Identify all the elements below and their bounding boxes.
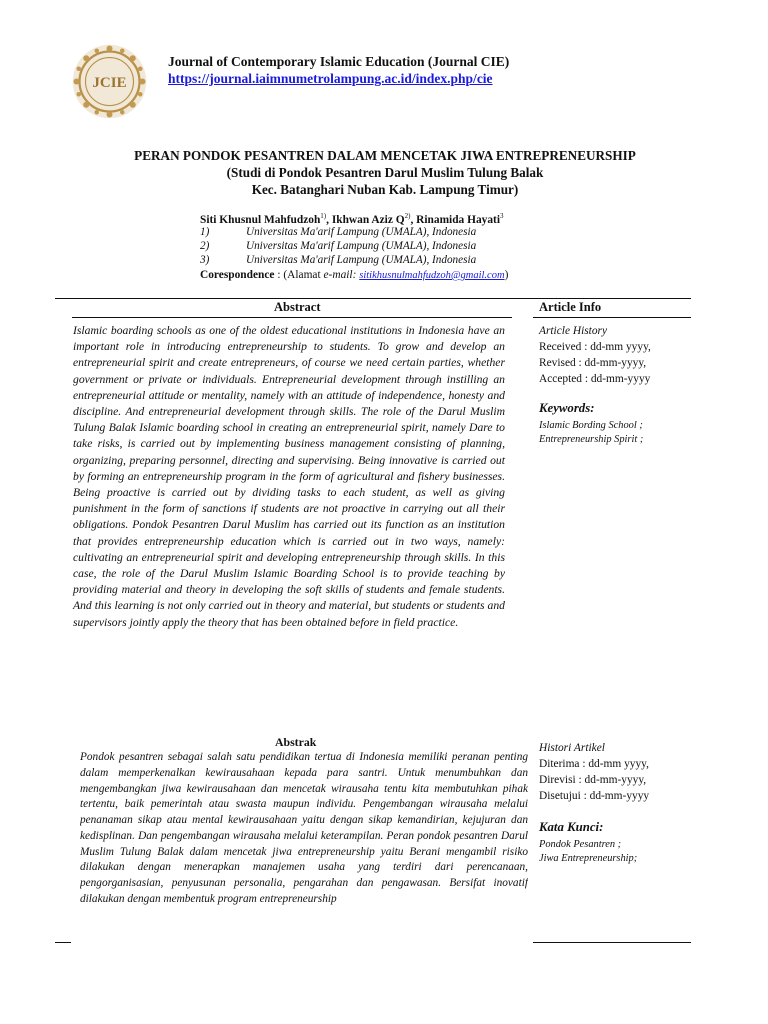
abstrak-heading: Abstrak (275, 735, 317, 749)
author-3: , Rinamida Hayati (410, 213, 501, 226)
affiliation-2-text: Universitas Ma'arif Lampung (UMALA), Indonesia (246, 240, 477, 252)
disetujui-date: Disetujui : dd-mm-yyyy (539, 790, 650, 802)
info-header-rule (533, 317, 691, 318)
journal-url-link[interactable]: https://journal.iaimnumetrolampung.ac.id/index.php/cie (168, 71, 493, 86)
correspondence-label: Corespondence (200, 269, 275, 281)
title-line-1: PERAN PONDOK PESANTREN DALAM MENCETAK JIWA ENTREPRENEURSHIP (134, 148, 636, 163)
accepted-date: Accepted : dd-mm-yyyy (539, 373, 651, 385)
abstract-indonesian: Pondok pesantren sebagai salah satu pendidikan tertua di Indonesia memiliki peranan penting dalam memperkenalkan kewirausahaan kepada para santri. Untuk menumbuhkan dan mengembangkan jiwa kewirausahaan dan mencetak wirausaha tentu kita membutuhkan pihak tertentu, baik pemerintah atau swasta maupun individu. Pengembangan wirausaha melalui penanaman sikap atau mental kewirausahaan yaitu dengan sikap kemandirian, kejujuran dan kedisplinan. Dan pengembangan wirausaha melalui keterampilan. Peran pondok pesantren Darul Muslim Tulung Balak dalam mencetak jiwa entrepreneurship yaitu Berani mengambil risiko dilakukan dengan menerapkan manajemen usaha yang terdiri dari perencanaan, pengorganisasian, penyusunan personalia, pengarahan dan pengawasan. Bersifat inovatif dilakukan dengan membentuk program entrepreneurship (80, 751, 528, 905)
received-date: Received : dd-mm yyyy, (539, 341, 651, 353)
affiliation-1-num: 1) (200, 226, 210, 238)
header-top-rule (55, 298, 691, 299)
journal-name: Journal of Contemporary Islamic Education (Journal CIE) (168, 54, 510, 69)
title-line-2: (Studi di Pondok Pesantren Darul Muslim Tulung Balak (226, 165, 544, 180)
diterima-date: Diterima : dd-mm yyyy, (539, 758, 649, 770)
article-info-id (539, 740, 649, 804)
kata-kunci-2: Jiwa Entrepreneurship; (539, 852, 638, 864)
keywords-label: Keywords: (539, 401, 595, 415)
journal-logo-icon (72, 44, 147, 119)
bottom-left-rule (55, 942, 71, 943)
journal-header (168, 53, 509, 87)
keyword-1: Islamic Bording School ; (539, 420, 643, 431)
bottom-right-rule (533, 942, 691, 943)
article-title (60, 147, 710, 198)
affiliation-2-num: 2) (200, 240, 210, 252)
author-3-sup: 3 (500, 212, 504, 220)
author-list (200, 212, 504, 226)
affiliation-3 (200, 254, 476, 266)
revised-date: Revised : dd-mm-yyyy, (539, 357, 647, 369)
kata-kunci-label: Kata Kunci: (539, 820, 604, 834)
title-line-3: Kec. Batanghari Nuban Kab. Lampung Timur) (251, 182, 519, 197)
author-1: Siti Khusnul Mahfudzoh (200, 213, 321, 226)
article-history-label: Article History (539, 325, 608, 337)
email-link[interactable]: sitikhusnulmahfudzoh@gmail.com (359, 270, 505, 281)
affiliation-1-text: Universitas Ma'arif Lampung (UMALA), Indonesia (246, 226, 477, 238)
affiliation-1 (200, 226, 476, 238)
article-info-en (539, 323, 651, 387)
abstract-heading: Abstract (274, 300, 321, 314)
histori-artikel-label: Histori Artikel (539, 742, 605, 754)
correspondence-prefix: : (Alamat (274, 269, 324, 281)
affiliation-3-num: 3) (200, 254, 210, 266)
svg-text:JCIE: JCIE (92, 74, 127, 91)
email-label: e-mail: (323, 269, 357, 281)
article-info-heading: Article Info (539, 300, 602, 314)
correspondence-suffix: ) (504, 269, 509, 281)
keyword-2: Entrepreneurship Spirit ; (539, 433, 644, 445)
author-2: , Ikhwan Aziz Q (326, 213, 405, 226)
author-2-sup: 2) (404, 212, 411, 220)
abstract-header-rule (72, 317, 512, 318)
affiliation-2 (200, 240, 476, 252)
direvisi-date: Direvisi : dd-mm-yyyy, (539, 774, 647, 786)
affiliation-3-text: Universitas Ma'arif Lampung (UMALA), Indonesia (246, 254, 477, 266)
kata-kunci-list (539, 838, 637, 865)
kata-kunci-1: Pondok Pesantren ; (539, 839, 622, 850)
author-1-sup: 1) (320, 212, 327, 220)
correspondence (200, 269, 508, 281)
abstract-english: Islamic boarding schools as one of the oldest educational institutions in Indonesia have an important role in introducing entrepreneurship to students. To grow and develop an entrepreneurial spirit and create entrepreneurs, of course we need certain parties, whether government or private or individuals. Entrepreneurial development through instilling an entrepreneurial attitude or mentality, namely with an attitude of independence, honesty and discipline. And entrepreneurial development through skills. The role of the Darul Muslim Tulung Balak Islamic boarding school in creating an entrepreneurial spirit, namely Dare to take risks, is carried out by implementing business management consisting of planning, organizing, preparing personnel, directing and supervising. Being innovative is carried out by forming an entrepreneurship program in the form of agricultural and fishery businesses. Being proactive is carried out by dividing tasks to each student, as well as giving punishment in the form of sanctions if students are not proactive in carrying out all their obligations. Pondok Pesantren Darul Muslim has carried out its function as an institution that provides entrepreneurship education which is carried out in two ways, namely: cultivating an entrepreneurial spirit and developing entrepreneurship through skills. In this case, the role of the Darul Muslim Islamic Boarding School is to provide teaching by providing material and theory in developing the soft skills of students and female students. And this learning is not only carried out in theory and material, but students or students and supervisors jointly apply the theory that has been obtained before in field practice. (73, 324, 505, 629)
keywords-list (539, 419, 643, 446)
